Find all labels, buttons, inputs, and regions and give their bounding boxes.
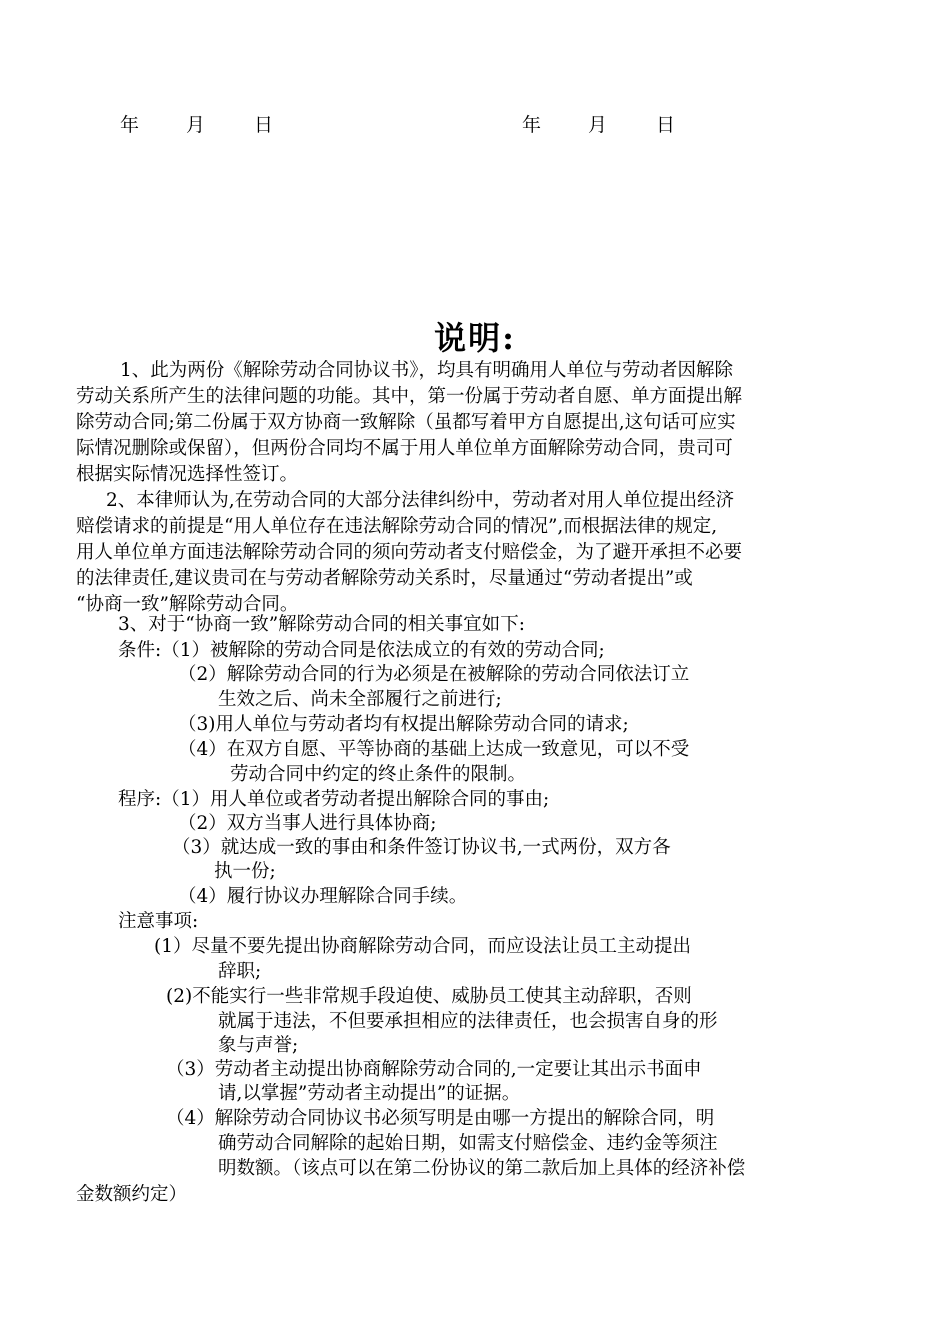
- text-line: 辞职;: [218, 961, 262, 982]
- date-left-month: 月: [186, 114, 206, 136]
- date-left-day: 日: [254, 114, 274, 136]
- text-line: 根据实际情况选择性签订。: [76, 464, 299, 485]
- text-line: 条件:（1）被解除的劳动合同是依法成立的有效的劳动合同;: [118, 640, 605, 661]
- date-left: [120, 112, 273, 138]
- date-right-day: 日: [656, 114, 676, 136]
- text-line: 执一份;: [214, 861, 276, 882]
- text-line: 劳动关系所产生的法律问题的功能。其中，第一份属于劳动者自愿、单方面提出解: [76, 386, 743, 407]
- text-line: 2、本律师认为,在劳动合同的大部分法律纠纷中，劳动者对用人单位提出经济: [106, 490, 735, 511]
- text-line: 就属于违法，不但要承担相应的法律责任，也会损害自身的形: [218, 1011, 718, 1032]
- text-line: 3、对于“协商一致”解除劳动合同的相关事宜如下:: [118, 614, 525, 635]
- page-title: 说明:: [434, 319, 516, 357]
- text-line: （3）劳动者主动提出协商解除劳动合同的,一定要让其出示书面申: [166, 1059, 702, 1080]
- text-line: 用人单位单方面违法解除劳动合同的须向劳动者支付赔偿金，为了避开承担不必要: [76, 542, 743, 563]
- text-line: 确劳动合同解除的起始日期，如需支付赔偿金、违约金等须注: [218, 1133, 718, 1154]
- text-line: 1、此为两份《解除劳动合同协议书》，均具有明确用人单位与劳动者因解除: [120, 360, 734, 381]
- text-line: (1）尽量不要先提出协商解除劳动合同，而应设法让员工主动提出: [154, 936, 691, 957]
- date-right-year: 年: [522, 114, 542, 136]
- text-line: 明数额。（该点可以在第二份协议的第二款后加上具体的经济补偿: [218, 1158, 746, 1179]
- text-line: “协商一致”解除劳动合同。: [76, 594, 299, 615]
- text-line: 注意事项:: [118, 911, 199, 932]
- text-line: （2）双方当事人进行具体协商;: [178, 813, 437, 834]
- text-line: 赔偿请求的前提是“用人单位存在违法解除劳动合同的情况”,而根据法律的规定,: [76, 516, 718, 537]
- text-line: （4）在双方自愿、平等协商的基础上达成一致意见，可以不受: [178, 739, 690, 760]
- text-line: 际情况删除或保留），但两份合同均不属于用人单位单方面解除劳动合同，贵司可: [76, 438, 733, 459]
- text-line: （3）就达成一致的事由和条件签订协议书,一式两份，双方各: [172, 837, 671, 858]
- text-line: （3)用人单位与劳动者均有权提出解除劳动合同的请求;: [178, 714, 629, 735]
- text-line: 请,以掌握”劳动者主动提出”的证据。: [218, 1083, 521, 1104]
- text-line: （2）解除劳动合同的行为必须是在被解除的劳动合同依法订立: [178, 664, 690, 685]
- date-left-year: 年: [120, 114, 140, 136]
- text-line: 金数额约定）: [76, 1184, 188, 1205]
- text-line: 劳动合同中约定的终止条件的限制。: [230, 764, 527, 785]
- text-line: （4）履行协议办理解除合同手续。: [178, 886, 468, 907]
- date-right: [522, 112, 675, 138]
- text-line: 程序:（1）用人单位或者劳动者提出解除合同的事由;: [118, 789, 550, 810]
- text-line: (2)不能实行一些非常规手段迫使、威胁员工使其主动辞职，否则: [166, 986, 692, 1007]
- text-line: 的法律责任,建议贵司在与劳动者解除劳动关系时，尽量通过“劳动者提出”或: [76, 568, 693, 589]
- text-line: 象与声誉;: [218, 1035, 299, 1056]
- text-line: （4）解除劳动合同协议书必须写明是由哪一方提出的解除合同，明: [166, 1108, 715, 1129]
- date-right-month: 月: [588, 114, 608, 136]
- text-line: 生效之后、尚未全部履行之前进行;: [218, 689, 502, 710]
- text-line: 除劳动合同;第二份属于双方协商一致解除（虽都写着甲方自愿提出,这句话可应实: [76, 412, 736, 433]
